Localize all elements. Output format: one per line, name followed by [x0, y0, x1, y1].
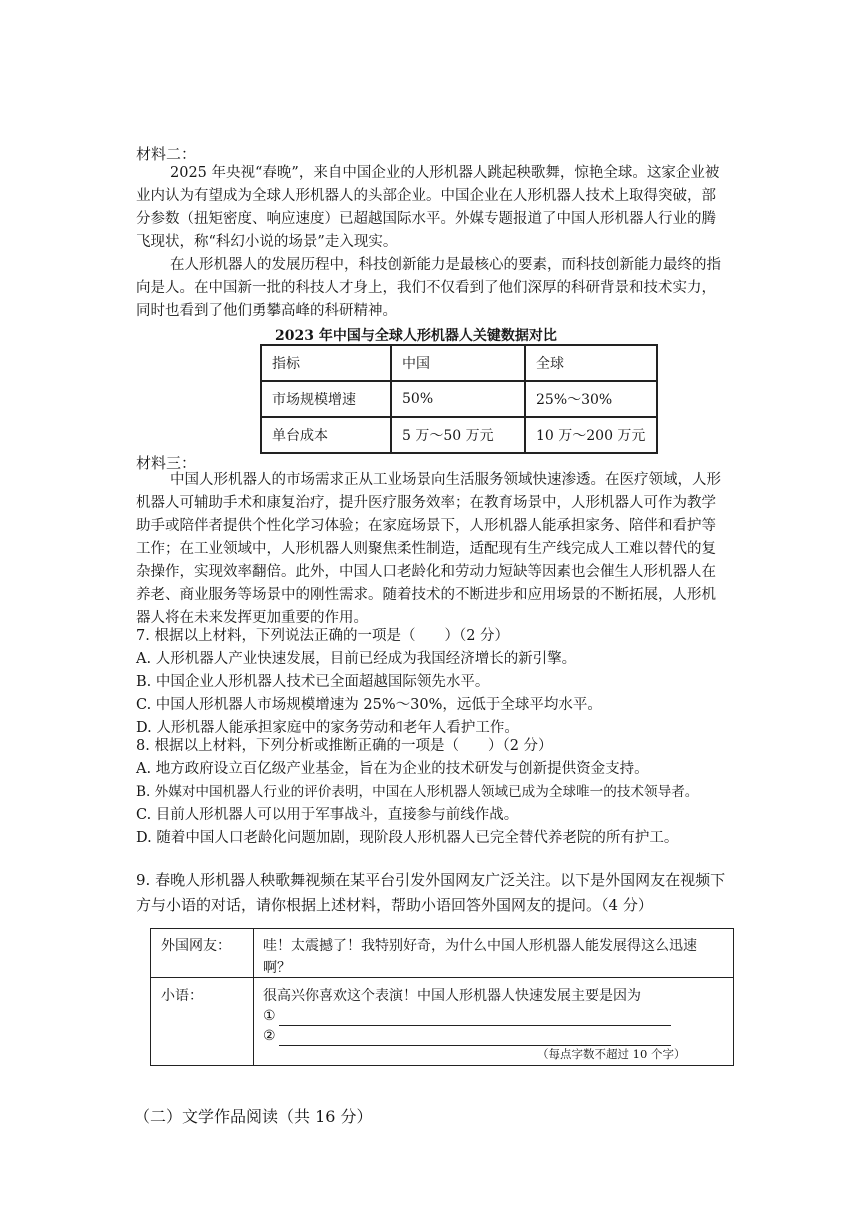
text-line: 养老、商业服务等场景中的刚性需求。随着技术的不断进步和应用场景的不断拓展，人形机 — [136, 587, 716, 603]
table-row — [261, 381, 657, 417]
text-line: 业内认为有望成为全球人形机器人的头部企业。中国企业在人形机器人技术上取得突破，部 — [136, 188, 716, 204]
text-line: 杂操作，实现效率翻倍。此外，中国人口老龄化和劳动力短缺等因素也会催生人形机器人在 — [136, 564, 716, 580]
table-header-cell: 全球 — [525, 345, 657, 381]
blank-marker-1: ① — [263, 1008, 276, 1024]
text-line: 向是人。在中国新一批的科技人才身上，我们不仅看到了他们深厚的科研背景和技术实力， — [136, 280, 716, 296]
text-line: 飞现状，称“科幻小说的场景”走入现实。 — [136, 234, 398, 250]
question-stem: 8. 根据以上材料，下列分析或推断正确的一项是（ ）（2 分） — [136, 738, 553, 754]
question-8 — [136, 735, 698, 850]
question-stem: 7. 根据以上材料，下列说法正确的一项是（ ）（2 分） — [136, 628, 510, 644]
text-line: 助手或陪伴者提供个性化学习体验；在家庭场景下，人形机器人能承担家务、陪伴和看护等 — [136, 518, 716, 534]
text-line: 9. 春晚人形机器人秧歌舞视频在某平台引发外国网友广泛关注。以下是外国网友在视频下 — [136, 871, 726, 889]
text-line: 机器人可辅助手术和康复治疗，提升医疗服务效率；在教育场景中，人形机器人可作为教学 — [136, 495, 716, 511]
text-line: 分参数（扭矩密度、响应速度）已超越国际水平。外媒专题报道了中国人形机器人行业的腾 — [136, 211, 716, 227]
table-header-row — [261, 345, 657, 381]
table-caption: 2023 年中国与全球人形机器人关键数据对比 — [275, 328, 557, 344]
option-a[interactable]: A. 地方政府设立百亿级产业基金，旨在为企业的技术研发与创新提供资金支持。 — [136, 761, 649, 777]
material2-paragraph — [136, 162, 721, 323]
table-header-cell: 指标 — [261, 345, 391, 381]
table-cell: 50% — [391, 381, 525, 417]
text-line: 方与小语的对话，请你根据上述材料，帮助小语回答外国网友的提问。（4 分） — [136, 896, 653, 914]
material3-paragraph — [136, 469, 721, 630]
text-line: 啊？ — [263, 960, 291, 976]
option-c[interactable]: C. 目前人形机器人可以用于军事战斗，直接参与前线作战。 — [136, 807, 519, 823]
section-heading: （二）文学作品阅读（共 16 分） — [134, 1107, 373, 1126]
word-limit-note: （每点字数不超过 10 个字） — [537, 1047, 686, 1061]
text-line: 中国人形机器人的市场需求正从工业场景向生活服务领域快速渗透。在医疗领域，人形 — [170, 472, 721, 488]
xiaoyu-label: 小语： — [161, 988, 203, 1004]
xiaoyu-message: 很高兴你喜欢这个表演！中国人形机器人快速发展主要是因为 — [263, 988, 641, 1004]
dialog-box — [150, 928, 734, 1066]
option-b[interactable]: B. 中国企业人形机器人技术已全面超越国际领先水平。 — [136, 674, 490, 690]
dialog-divider — [253, 929, 254, 1065]
text-line: 在人形机器人的发展历程中，科技创新能力是最核心的要素，而科技创新能力最终的指 — [170, 257, 721, 273]
table-cell: 市场规模增速 — [261, 381, 391, 417]
blank-marker-2: ② — [263, 1028, 276, 1044]
table-header-cell: 中国 — [391, 345, 525, 381]
table-row — [261, 417, 657, 453]
text-line: 器人将在未来发挥更加重要的作用。 — [136, 610, 368, 626]
option-c[interactable]: C. 中国人形机器人市场规模增速为 25%～30%，远低于全球平均水平。 — [136, 697, 602, 713]
option-b[interactable]: B. 外媒对中国机器人行业的评价表明，中国在人形机器人领域已成为全球唯一的技术领导者。 — [136, 784, 699, 800]
foreigner-message — [263, 935, 697, 979]
text-line: 哇！太震撼了！我特别好奇，为什么中国人形机器人能发展得这么迅速 — [263, 938, 697, 954]
table-cell: 单台成本 — [261, 417, 391, 453]
comparison-table — [260, 344, 658, 454]
foreigner-label: 外国网友： — [161, 938, 231, 954]
material2-label: 材料二： — [136, 145, 197, 163]
option-a[interactable]: A. 人形机器人产业快速发展，目前已经成为我国经济增长的新引擎。 — [136, 651, 577, 667]
table-cell: 10 万～200 万元 — [525, 417, 657, 453]
table-cell: 25%～30% — [525, 381, 657, 417]
question-7 — [136, 625, 602, 740]
material3-label: 材料三： — [136, 454, 197, 472]
option-d[interactable]: D. 随着中国人口老龄化问题加剧，现阶段人形机器人已完全替代养老院的所有护工。 — [136, 830, 679, 846]
text-line: 工作；在工业领域中，人形机器人则聚焦柔性制造，适配现有生产线完成人工难以替代的复 — [136, 541, 716, 557]
text-line: 2025 年央视“春晚”，来自中国企业的人形机器人跳起秧歌舞，惊艳全球。这家企业被 — [170, 165, 720, 181]
answer-blank-1[interactable] — [279, 1025, 671, 1026]
option-d[interactable]: D. 人形机器人能承担家庭中的家务劳动和老年人看护工作。 — [136, 720, 519, 736]
text-line: 同时也看到了他们勇攀高峰的科研精神。 — [136, 303, 397, 319]
table-cell: 5 万～50 万元 — [391, 417, 525, 453]
question-9-stem — [136, 868, 725, 918]
